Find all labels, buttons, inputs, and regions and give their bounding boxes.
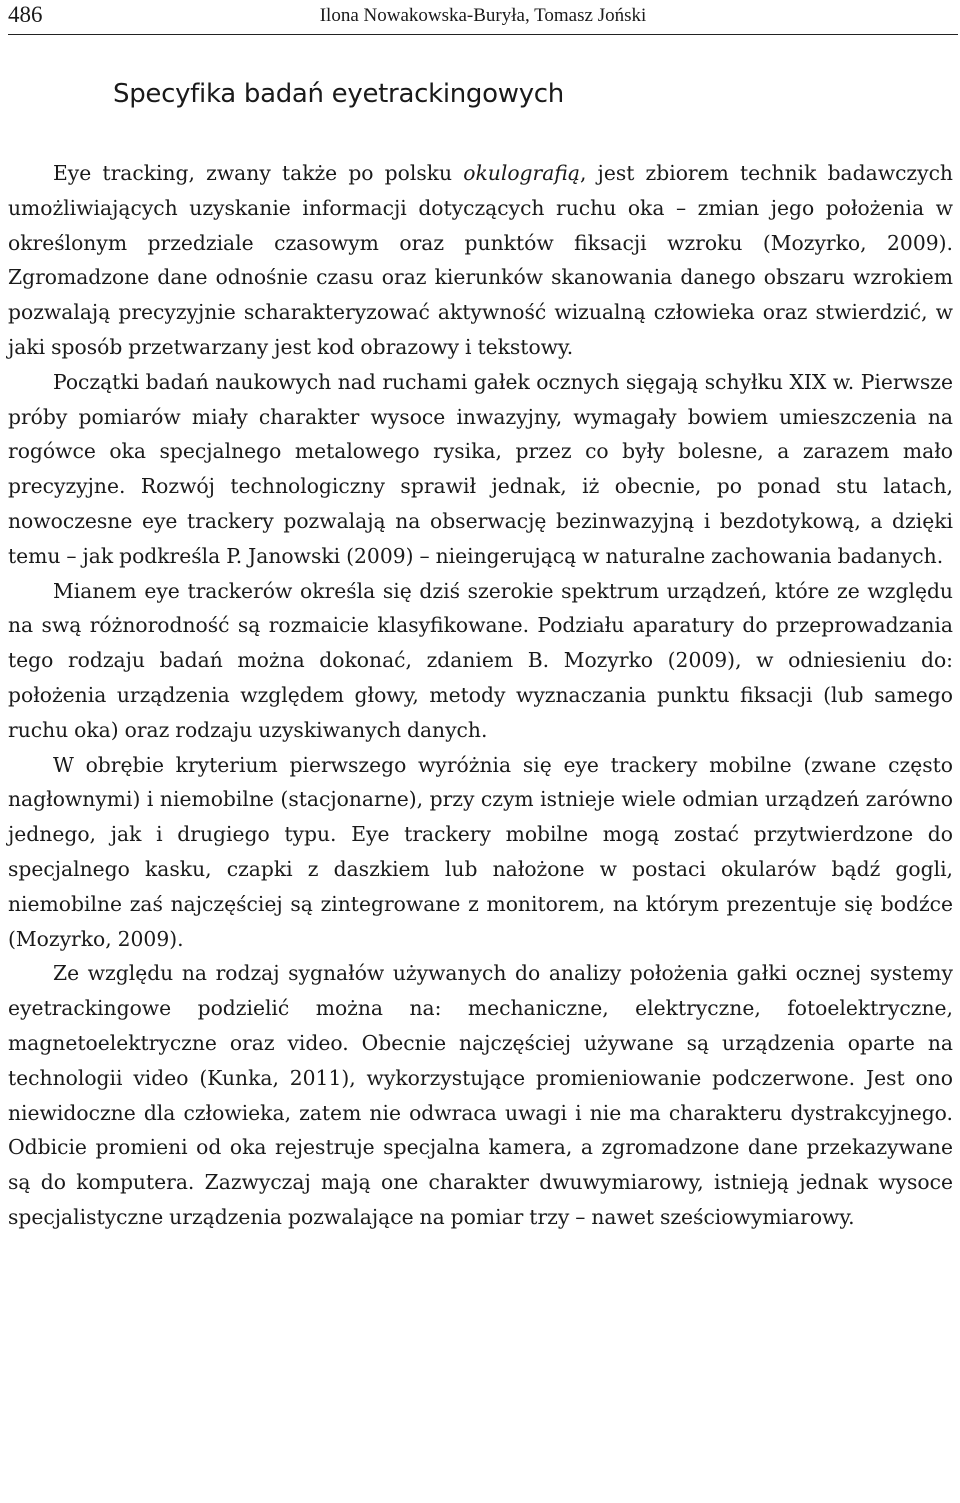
body-text bbox=[8, 156, 953, 1235]
paragraph-1-rest: , jest zbiorem technik badawczych umożliwiających uzyskanie informacji dotyczących ruchu oka – zmian jego położenia w określonym przedziale czasowym oraz punktów fiksacji wzroku (Mozyrko, 2009). Zgromadzone dane odnośnie czasu oraz kierunków skanowania danego obszaru wzrokiem pozwalają precyzyjnie scharakteryzować aktywność wizualną człowieka oraz stwierdzić, w jaki sposób przetwarzany jest kod obrazowy i tekstowy. bbox=[8, 161, 953, 359]
paragraph-5: Ze względu na rodzaj sygnałów używanych do analizy położenia gałki ocznej systemy eyetrackingowe podzielić można na: mechaniczne, elektryczne, fotoelektryczne, magnetoelektryczne oraz video. Obecnie najczęściej używane są urządzenia oparte na technologii video (Kunka, 2011), wykorzystujące promieniowanie podczerwone. Jest ono niewidoczne dla człowieka, zatem nie odwraca uwagi i nie ma charakteru dystrakcyjnego. Odbicie promieni od oka rejestruje specjalna kamera, a zgromadzone dane przekazywane są do komputera. Zazwyczaj mają one charakter dwuwymiarowy, istnieją jednak wysoce specjalistyczne urządzenia pozwalające na pomiar trzy – nawet sześciowymiarowy. bbox=[8, 961, 953, 1229]
paragraph-2: Początki badań naukowych nad ruchami gałek ocznych sięgają schyłku XIX w. Pierwsze próby pomiarów miały charakter wysoce inwazyjny, wymagały bowiem umieszczenia na rogówce oka specjalnego metalowego rysika, przez co były bolesne, a zarazem mało precyzyjne. Rozwój technologiczny sprawił jednak, iż obecnie, po ponad stu latach, nowoczesne eye trackery pozwalają na obserwację bezinwazyjną i bezdotykową, a dzięki temu – jak podkreśla P. Janowski (2009) – nieingerującą w naturalne zachowania badanych. bbox=[8, 369, 953, 568]
paragraph-1-lead: Eye tracking, zwany także po polsku bbox=[53, 161, 464, 185]
italic-term: okulografią bbox=[463, 161, 580, 185]
page-header bbox=[8, 0, 958, 35]
section-title: Specyfika badań eyetrackingowych bbox=[113, 79, 564, 109]
paragraph-4: W obrębie kryterium pierwszego wyróżnia się eye trackery mobilne (zwane często nagłownymi) i niemobilne (stacjonarne), przy czym istnieje wiele odmian urządzeń zarówno jednego, jak i drugiego typu. Eye trackery mobilne mogą zostać przytwierdzone do specjalnego kasku, czapki z daszkiem lub nałożone w postaci okularów bądź gogli, niemobilne zaś najczęściej są zintegrowane z monitorem, na którym prezentuje się bodźce (Mozyrko, 2009). bbox=[8, 752, 953, 951]
running-head: Ilona Nowakowska-Buryła, Tomasz Joński bbox=[319, 5, 647, 26]
page-number: 486 bbox=[8, 2, 43, 27]
paragraph-1 bbox=[8, 156, 953, 365]
paragraph-3: Mianem eye trackerów określa się dziś szerokie spektrum urządzeń, które ze względu na swą różnorodność są rozmaicie klasyfikowane. Podziału aparatury do przeprowadzania tego rodzaju badań można dokonać, zdaniem B. Mozyrko (2009), w odniesieniu do: położenia urządzenia względem głowy, metody wyznaczania punktu fiksacji (lub samego ruchu oka) oraz rodzaju uzyskiwanych danych. bbox=[8, 578, 953, 742]
